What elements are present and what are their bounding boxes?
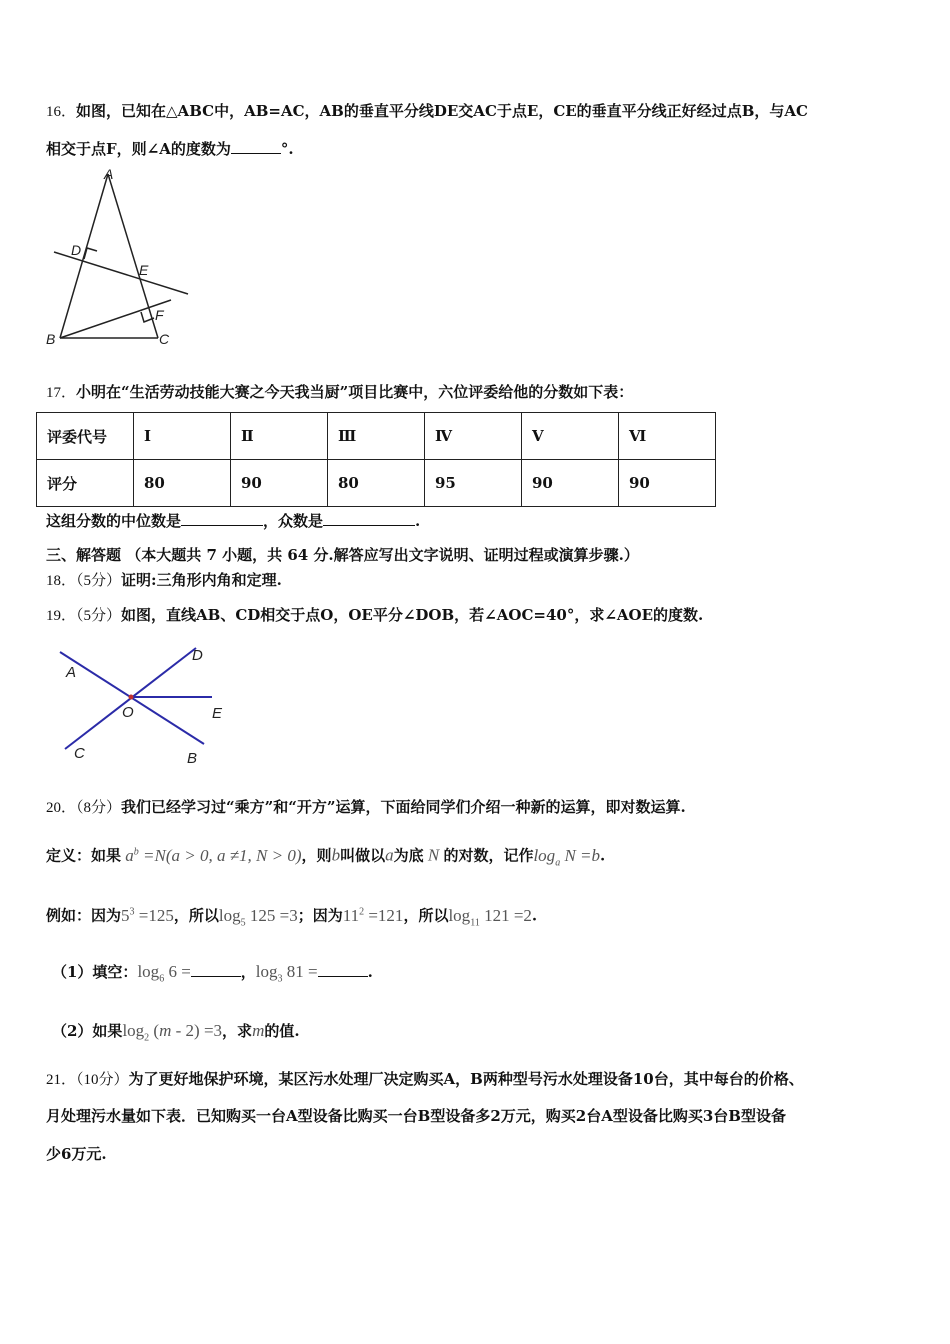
q20-example-line: 例如：因为$5^3 =125$，所以$\log_5 125 =3$；因为$11^2 =121$，所以$\log_{11} 121 =2$. [46, 905, 538, 929]
q16-line2 [46, 139, 294, 159]
table-cell: 90 [522, 460, 619, 507]
q20-p2-b: ，求 [222, 1022, 253, 1040]
q20-def-log: $\log_a N =b$ [533, 845, 600, 869]
table-row [37, 460, 716, 507]
q17-median-blank[interactable] [181, 511, 263, 526]
q20-definition-line: 定义：如果 $a^b =N(a > 0$, a ≠1, N > 0)，则b叫做以a为底 N 的对数，记作$\log_a N =b$. [46, 845, 606, 869]
q17-after-table [46, 511, 420, 531]
q20-ex-c: ；因为 [297, 906, 343, 925]
q16-text-line2b: °. [280, 140, 294, 158]
q20-ex-formula1: $5^3 =125$ [121, 905, 174, 925]
table-cell: 95 [425, 460, 522, 507]
q19-label-b: B [187, 750, 198, 767]
section3-heading: 三、解答题 （本大题共 7 小题，共 64 分.解答应写出文字说明、证明过程或演算步骤.） [46, 546, 639, 564]
q20-ex-formula4: $\log_{11} 121 =2$ [448, 905, 532, 929]
q16-text-line2a: 相交于点F，则∠A的度数为 [46, 140, 231, 158]
q19-lines-figure [56, 640, 246, 770]
table-cell: Ⅰ [134, 413, 231, 460]
q17-number: 17． [46, 385, 77, 401]
table-cell: 评委代号 [37, 413, 134, 460]
q17-text: 小明在“生活劳动技能大赛之今天我当厨”项目比赛中，六位评委给他的分数如下表： [76, 383, 634, 401]
q20-ex-b: ，所以 [173, 906, 219, 925]
q20-intro-line [46, 797, 686, 818]
q19-text: 如图，直线AB、CD相交于点O，OE平分∠DOB，若∠AOC=40°，求∠AOE的度数. [121, 606, 704, 624]
table-cell: 80 [134, 460, 231, 507]
q16-label-b: B [46, 331, 56, 347]
q20-p1-formula2: $\log_3 81$ = [255, 962, 318, 985]
q19-score: （5分） [76, 608, 122, 624]
q16-label-a: A [104, 166, 114, 182]
q20-p1-a: （1）填空： [52, 963, 138, 981]
q16-label-f: F [155, 307, 164, 323]
q19-label-a: A [66, 664, 77, 681]
table-cell: 90 [619, 460, 716, 507]
q16-label-e: E [139, 262, 149, 278]
q20-p1-formula1: $\log_6 6$ = [137, 962, 191, 985]
q18-score: （5分） [76, 573, 122, 589]
q18-text: 证明:三角形内角和定理. [121, 571, 282, 589]
q20-intro: 我们已经学习过“乘方”和“开方”运算，下面给同学们介绍一种新的运算，即对数运算. [121, 798, 686, 816]
q20-part2-line [52, 1021, 300, 1048]
q17-median-label: 这组分数的中位数是 [46, 512, 182, 530]
q16-label-d: D [71, 242, 82, 258]
table-cell: 90 [231, 460, 328, 507]
q20-ex-a: 例如：因为 [46, 906, 122, 925]
q19-point-o [129, 695, 134, 700]
q20-def-d: 为底 [393, 846, 424, 865]
q19-line [46, 605, 703, 626]
q20-def-var-b: b [331, 845, 341, 865]
q20-p2-a: （2）如果 [52, 1022, 123, 1040]
q20-def-var-n: N [423, 845, 444, 865]
q16-line1 [46, 101, 808, 122]
q20-number: 20． [46, 800, 77, 816]
q21-line3: 少6万元. [46, 1145, 107, 1163]
q20-def-e: 的对数，记作 [443, 846, 534, 865]
q17-line1 [46, 382, 633, 403]
q19-number: 19． [46, 608, 77, 624]
table-cell: Ⅵ [619, 413, 716, 460]
q17-mode-label: ，众数是 [263, 512, 324, 530]
table-cell: Ⅴ [522, 413, 619, 460]
q20-def-b: ，则 [301, 846, 332, 865]
q19-label-c: C [74, 745, 85, 762]
q17-score-table [36, 412, 716, 507]
q16-number: 16． [46, 104, 77, 120]
q21-line2: 月处理污水量如下表．已知购买一台A型设备比购买一台B型设备多2万元，购买2台A型设备比购买3台B型设备 [46, 1107, 786, 1125]
q20-def-formula: $a^b =N(a > 0$, a ≠1, N > 0) [121, 845, 302, 865]
q19-label-d: D [192, 647, 203, 664]
q18-line [46, 570, 282, 591]
table-cell: Ⅳ [425, 413, 522, 460]
q21-line1 [46, 1069, 804, 1090]
q20-p2-formula: $\log_2 (m - 2) =3$ [122, 1021, 223, 1044]
table-cell: 评分 [37, 460, 134, 507]
q18-number: 18． [46, 573, 77, 589]
q21-text-line1: 为了更好地保护环境，某区污水处理厂决定购买A，B两种型号污水处理设备10台，其中每台的价格、 [128, 1070, 804, 1088]
q21-score: （10分） [76, 1072, 129, 1088]
q20-part1-line: （1）填空：$\log_6 6$ = ，$\log_3 81$ = . [52, 962, 373, 985]
q20-p2-var-m: m [252, 1021, 265, 1040]
q20-def-c: 叫做以 [340, 846, 386, 865]
q20-p2-c: 的值. [264, 1022, 300, 1040]
q20-def-var-a: a [385, 845, 394, 865]
q20-ex-formula3: $11^2 =121$ [342, 905, 404, 925]
q17-period: . [415, 512, 421, 530]
table-cell: Ⅱ [231, 413, 328, 460]
q19-label-e: E [212, 705, 223, 722]
q20-p1-blank2[interactable] [318, 962, 368, 977]
q20-p1-blank1[interactable] [191, 962, 241, 977]
q16-text-line1: 如图，已知在△ABC中，AB=AC，AB的垂直平分线DE交AC于点E，CE的垂直平分线正好经过点B，与AC [76, 102, 808, 120]
table-row [37, 413, 716, 460]
q19-label-o: O [122, 704, 134, 721]
q20-def-a: 定义：如果 [46, 846, 122, 865]
q20-ex-formula2: $\log_5 125 =3$ [218, 905, 298, 929]
q16-triangle-figure [44, 166, 204, 356]
q16-label-c: C [159, 331, 170, 347]
q20-score: （8分） [76, 800, 122, 816]
q16-answer-blank[interactable] [231, 139, 281, 154]
q17-mode-blank[interactable] [323, 511, 415, 526]
table-cell: Ⅲ [328, 413, 425, 460]
table-cell: 80 [328, 460, 425, 507]
q20-ex-d: ，所以 [403, 906, 449, 925]
q21-number: 21． [46, 1072, 77, 1088]
